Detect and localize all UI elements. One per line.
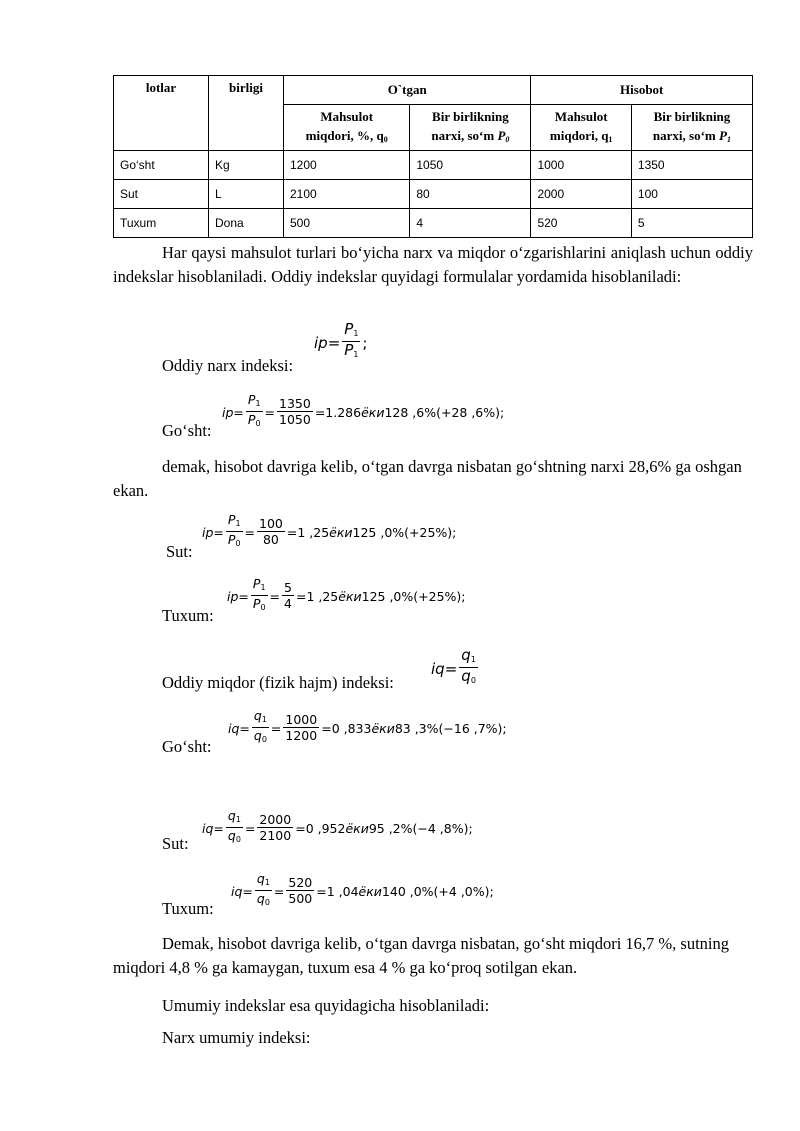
formula-ip-sut: ip= $\frac{P_1}{P_0}$ = $\frac{100}{80}$ =1 ,25 ёки 125 ,0%(+25%);: [202, 512, 457, 548]
conclusion-gosht: demak, hisobot davriga kelib, o‘tgan davrga nisbatan go‘shtning narxi 28,6% ga oshgan ekan.: [113, 457, 742, 500]
price-index-formula: ip = $\frac{P_1}{P_1}$ ;: [314, 320, 368, 359]
formula-iq-sut: iq= $\frac{q_1}{q_0}$ = $\frac{2000}{2100}$ =0 ,952 ёки 95 ,2%(−4 ,8%);: [202, 808, 473, 844]
formula-ip-tuxum: ip= $\frac{P_1}{P_0}$ = $\frac{5}{4}$ =1 ,25 ёки 125 ,0%(+25%);: [227, 576, 466, 612]
table-cell: 1350: [631, 151, 752, 180]
header-mahsulot-q1: Mahsulot miqdori, $q_1$: [531, 105, 631, 151]
table-cell: 4: [410, 209, 531, 238]
gosht-label-2: Go‘sht:: [162, 737, 212, 756]
table-cell: Dona: [209, 209, 284, 238]
table-cell: Tuxum: [114, 209, 209, 238]
table-row: [114, 209, 753, 238]
quantity-index-label: Oddiy miqdor (fizik hajm) indeksi:: [162, 673, 394, 692]
header-mahsulot-q0: Mahsulot miqdori, %, $q_0$: [284, 105, 410, 151]
formula-ip-gosht: ip= $\frac{P_1}{P_0}$ = $\frac{1350}{1050}$ =1.286 ёки 128 ,6%(+28 ,6%);: [222, 392, 505, 428]
header-narx-p1: Bir birlikning narxi, so‘m $P_1$: [631, 105, 752, 151]
tuxum-label-2: Tuxum:: [162, 899, 214, 918]
table-cell: 1000: [531, 151, 631, 180]
header-group-otgan: O`tgan: [284, 76, 531, 105]
table-cell: Sut: [114, 180, 209, 209]
price-index-label: Oddiy narx indeksi:: [162, 356, 294, 375]
table-row: [114, 151, 753, 180]
conclusion-quantity: Demak, hisobot davriga kelib, o‘tgan davrga nisbatan, go‘sht miqdori 16,7 %, sutning miqdori 4,8 % ga kamaygan, tuxum esa 4 % ga ko‘proq sotilgan ekan.: [113, 934, 730, 977]
gosht-label-1: Go‘sht:: [162, 421, 212, 440]
quantity-index-formula: iq = $\frac{q_1}{q_0}$: [431, 646, 476, 685]
header-narx-p0: Bir birlikning narxi, so‘m $P_0$: [410, 105, 531, 151]
table-row: [114, 180, 753, 209]
intro-paragraph: Har qaysi mahsulot turlari bo‘yicha narx va miqdor o‘zgarishlarini aniqlash uchun oddiy indekslar hisoblaniladi. Oddiy indekslar quyidagi formulalar yordamida hisoblaniladi:: [113, 243, 753, 286]
table-cell: 2100: [284, 180, 410, 209]
header-birligi: birligi: [209, 76, 284, 151]
formula-iq-tuxum: iq= $\frac{q_1}{q_0}$ = $\frac{520}{500}$ =1 ,04 ёки 140 ,0%(+4 ,0%);: [231, 871, 494, 907]
table-cell: L: [209, 180, 284, 209]
table-cell: 1200: [284, 151, 410, 180]
header-lotlar: lotlar: [114, 76, 209, 151]
sut-label-1: Sut:: [166, 542, 193, 561]
general-indices-intro: Umumiy indekslar esa quyidagicha hisoblaniladi:: [162, 996, 490, 1015]
table-cell: Go‘sht: [114, 151, 209, 180]
tuxum-label-1: Tuxum:: [162, 606, 214, 625]
table-cell: 100: [631, 180, 752, 209]
sut-label-2: Sut:: [162, 834, 189, 853]
formula-iq-gosht: iq= $\frac{q_1}{q_0}$ = $\frac{1000}{1200}$ =0 ,833 ёки 83 ,3%(−16 ,7%);: [228, 708, 507, 744]
general-price-index-label: Narx umumiy indeksi:: [162, 1028, 311, 1047]
data-table: [113, 75, 753, 238]
table-cell: 520: [531, 209, 631, 238]
table-cell: 1050: [410, 151, 531, 180]
table-cell: 5: [631, 209, 752, 238]
table-cell: 80: [410, 180, 531, 209]
table-cell: 500: [284, 209, 410, 238]
header-group-hisobot: Hisobot: [531, 76, 753, 105]
table-cell: 2000: [531, 180, 631, 209]
table-cell: Kg: [209, 151, 284, 180]
